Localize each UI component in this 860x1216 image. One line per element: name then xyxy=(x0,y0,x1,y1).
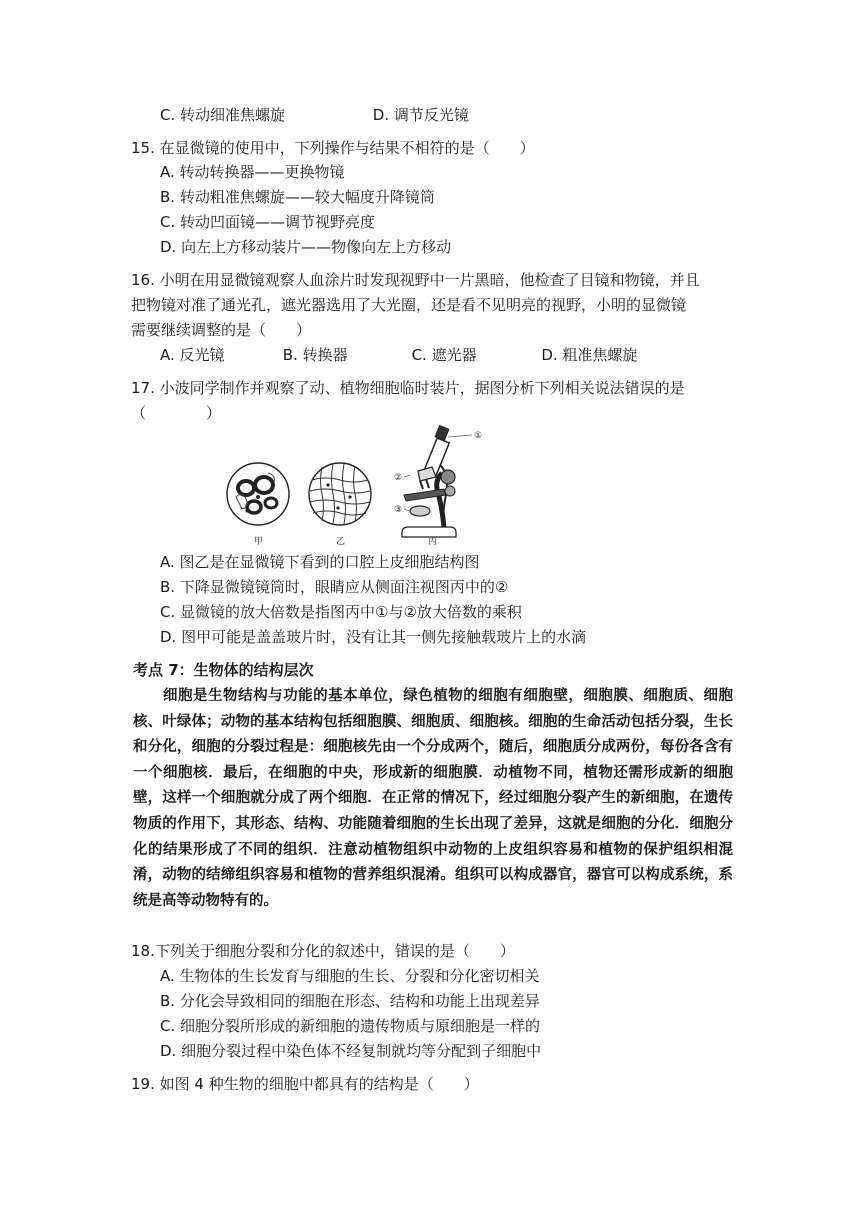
q15-option-d: D. 向左上方移动装片——物像向左上方移动 xyxy=(160,238,452,256)
q15-option-c: C. 转动凹面镜——调节视野亮度 xyxy=(160,213,376,231)
figure-marker-1: ① xyxy=(474,431,483,441)
q18-option-b: B. 分化会导致相同的细胞在形态、结构和功能上出现差异 xyxy=(160,992,540,1010)
figure-bing-microscope xyxy=(402,426,472,537)
q17-option-b: B. 下降显微镜镜筒时，眼睛应从侧面注视图丙中的② xyxy=(160,578,509,596)
q16-stem-line-2: 把物镜对准了通光孔，遮光器选用了大光圈，还是看不见明亮的视野，小明的显微镜 xyxy=(131,296,687,314)
section-7-body: 细胞是生物结构与功能的基本单位，绿色植物的细胞有细胞壁，细胞膜、细胞质、细胞核、叶绿体；动物的基本结构包括细胞膜、细胞质、细胞核。细胞的生命活动包括分裂，生长和分化，细胞的分裂过程是：细胞核先由一个分成两个，随后，细胞质分成两份，每份各含有一个细胞核．最后，在细胞的中央，形成新的细胞膜．动植物不同，植物还需形成新的细胞壁，这样一个细胞就分成了两个细胞．在正常的情况下，经过细胞分裂产生的新细胞，在遗传物质的作用下，其形态、结构、功能随着细胞的生长出现了差异，这就是细胞的分化．细胞分化的结果形成了不同的组织．注意动植物组织中动物的上皮组织容易和植物的保护组织相混淆，动物的结缔组织容易和植物的营养组织混淆。组织可以构成器官，器官可以构成系统，系统是高等动物特有的。 xyxy=(133,687,733,909)
q16-stem-line-3: 需要继续调整的是（ ） xyxy=(131,321,312,339)
q15-option-b: B. 转动粗准焦螺旋——较大幅度升降镜筒 xyxy=(160,188,435,206)
figure-jia-circle xyxy=(227,463,289,525)
q14-option-c: C. 转动细准焦螺旋 xyxy=(160,106,286,124)
q19-stem: 19. 如图 4 种生物的细胞中都具有的结构是（ ） xyxy=(131,1075,479,1093)
figure-label-bing: 丙 xyxy=(428,537,438,547)
q17-option-a: A. 图乙是在显微镜下看到的口腔上皮细胞结构图 xyxy=(160,553,480,571)
q17-option-c: C. 显微镜的放大倍数是指图丙中①与②放大倍数的乘积 xyxy=(160,603,522,621)
q15-option-a: A. 转动转换器——更换物镜 xyxy=(160,163,345,181)
q15-stem: 15. 在显微镜的使用中，下列操作与结果不相符的是（ ） xyxy=(131,139,535,157)
q16-options xyxy=(160,345,637,365)
q18-option-a: A. 生物体的生长发育与细胞的生长、分裂和分化密切相关 xyxy=(160,967,540,985)
q14-options-cd xyxy=(160,105,469,125)
q17-stem-line-2: （ ） xyxy=(131,404,222,422)
q18-stem: 18.下列关于细胞分裂和分化的叙述中，错误的是（ ） xyxy=(131,942,515,960)
section-7-title: 考点 7：生物体的结构层次 xyxy=(133,661,314,679)
q16-option-b: B. 转换器 xyxy=(282,346,348,364)
figure-label-yi: 乙 xyxy=(336,537,346,547)
figure-marker-3: ③ xyxy=(394,505,403,515)
q16-option-d: D. 粗准焦螺旋 xyxy=(541,346,638,364)
figure-marker-2: ② xyxy=(394,473,403,483)
q16-stem-line-1: 16. 小明在用显微镜观察人血涂片时发现视野中一片黑暗，他检查了目镜和物镜，并且 xyxy=(131,271,700,289)
q18-option-d: D. 细胞分裂过程中染色体不经复制就均等分配到子细胞中 xyxy=(160,1042,542,1060)
figure-yi-circle xyxy=(309,463,371,525)
figure-label-jia: 甲 xyxy=(254,537,264,547)
q18-option-c: C. 细胞分裂所形成的新细胞的遗传物质与原细胞是一样的 xyxy=(160,1017,541,1035)
q14-option-d: D. 调节反光镜 xyxy=(372,106,469,124)
q17-stem-line-1: 17. 小波同学制作并观察了动、植物细胞临时装片，据图分析下列相关说法错误的是 xyxy=(131,379,685,397)
q17-figure xyxy=(224,425,494,547)
q16-option-c: C. 遮光器 xyxy=(411,346,477,364)
q17-option-d: D. 图甲可能是盖盖玻片时，没有让其一侧先接触载玻片上的水滴 xyxy=(160,628,587,646)
q16-option-a: A. 反光镜 xyxy=(160,346,225,364)
